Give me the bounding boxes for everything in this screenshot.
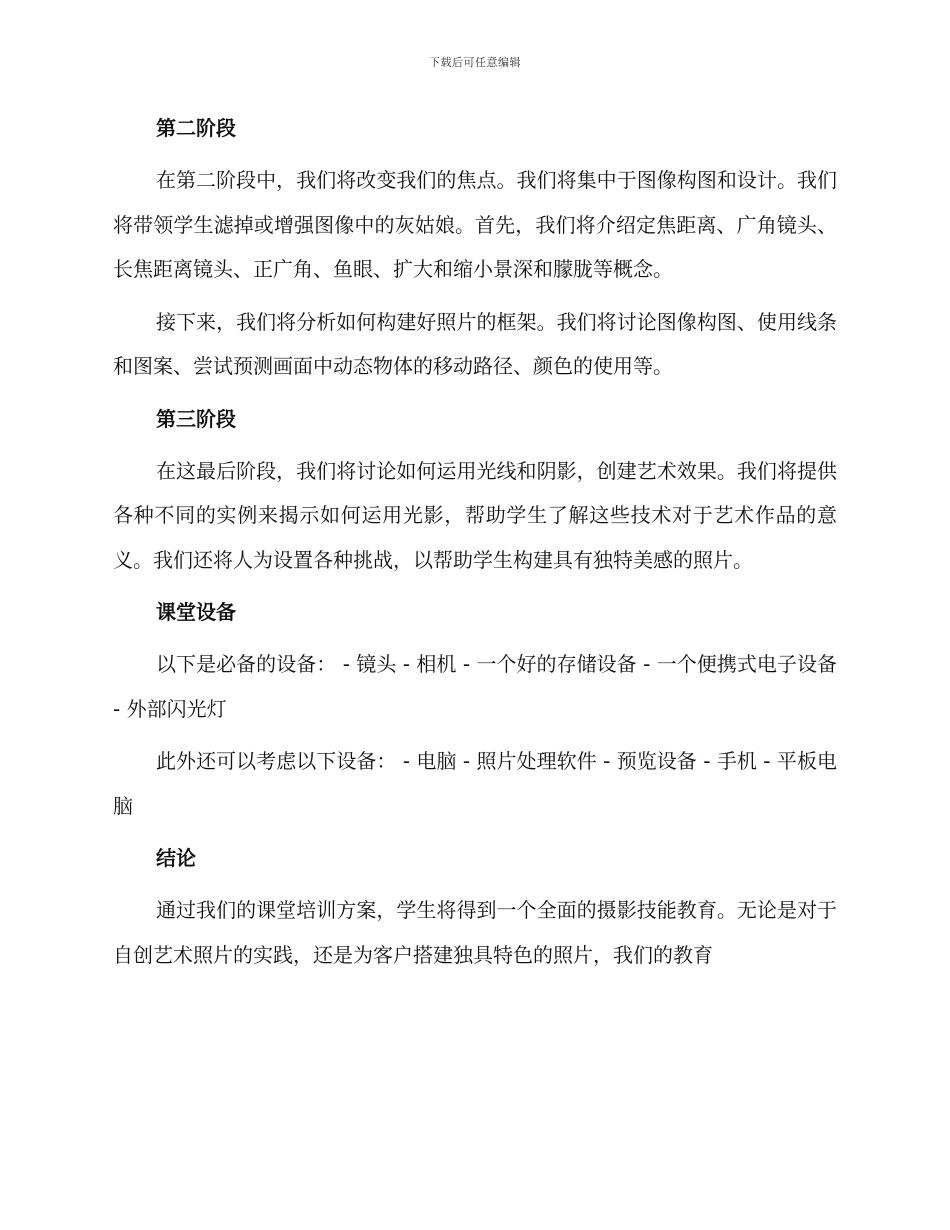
section-heading: 课堂设备 <box>156 600 236 624</box>
section-heading: 结论 <box>156 846 196 870</box>
section-stage-three <box>113 397 837 583</box>
paragraph: 此外还可以考虑以下设备： - 电脑 - 照片处理软件 - 预览设备 - 手机 - 平板电脑 <box>113 749 837 818</box>
document-body <box>113 106 837 985</box>
section-heading: 第二阶段 <box>156 116 236 140</box>
paragraph: 在第二阶段中，我们将改变我们的焦点。我们将集中于图像构图和设计。我们将带领学生滤掉或增强图像中的灰姑娘。首先，我们将介绍定焦距离、广角镜头、长焦距离镜头、正广角、鱼眼、扩大和缩小景深和朦胧等概念。 <box>113 168 837 281</box>
section-conclusion <box>113 836 837 977</box>
page-header: 下载后可任意编辑 <box>429 56 521 69</box>
paragraph: 以下是必备的设备： - 镜头 - 相机 - 一个好的存储设备 - 一个便携式电子设备 - 外部闪光灯 <box>113 652 837 721</box>
section-stage-two <box>113 106 837 389</box>
paragraph: 通过我们的课堂培训方案，学生将得到一个全面的摄影技能教育。无论是对于自创艺术照片的实践，还是为客户搭建独具特色的照片，我们的教育 <box>113 898 837 967</box>
paragraph: 在这最后阶段，我们将讨论如何运用光线和阴影，创建艺术效果。我们将提供各种不同的实例来揭示如何运用光影，帮助学生了解这些技术对于艺术作品的意义。我们还将人为设置各种挑战，以帮助学生构建具有独特美感的照片。 <box>113 458 837 572</box>
paragraph: 接下来，我们将分析如何构建好照片的框架。我们将讨论图像构图、使用线条和图案、尝试预测画面中动态物体的移动路径、颜色的使用等。 <box>113 309 837 378</box>
section-equipment <box>113 590 837 828</box>
section-heading: 第三阶段 <box>156 406 236 431</box>
